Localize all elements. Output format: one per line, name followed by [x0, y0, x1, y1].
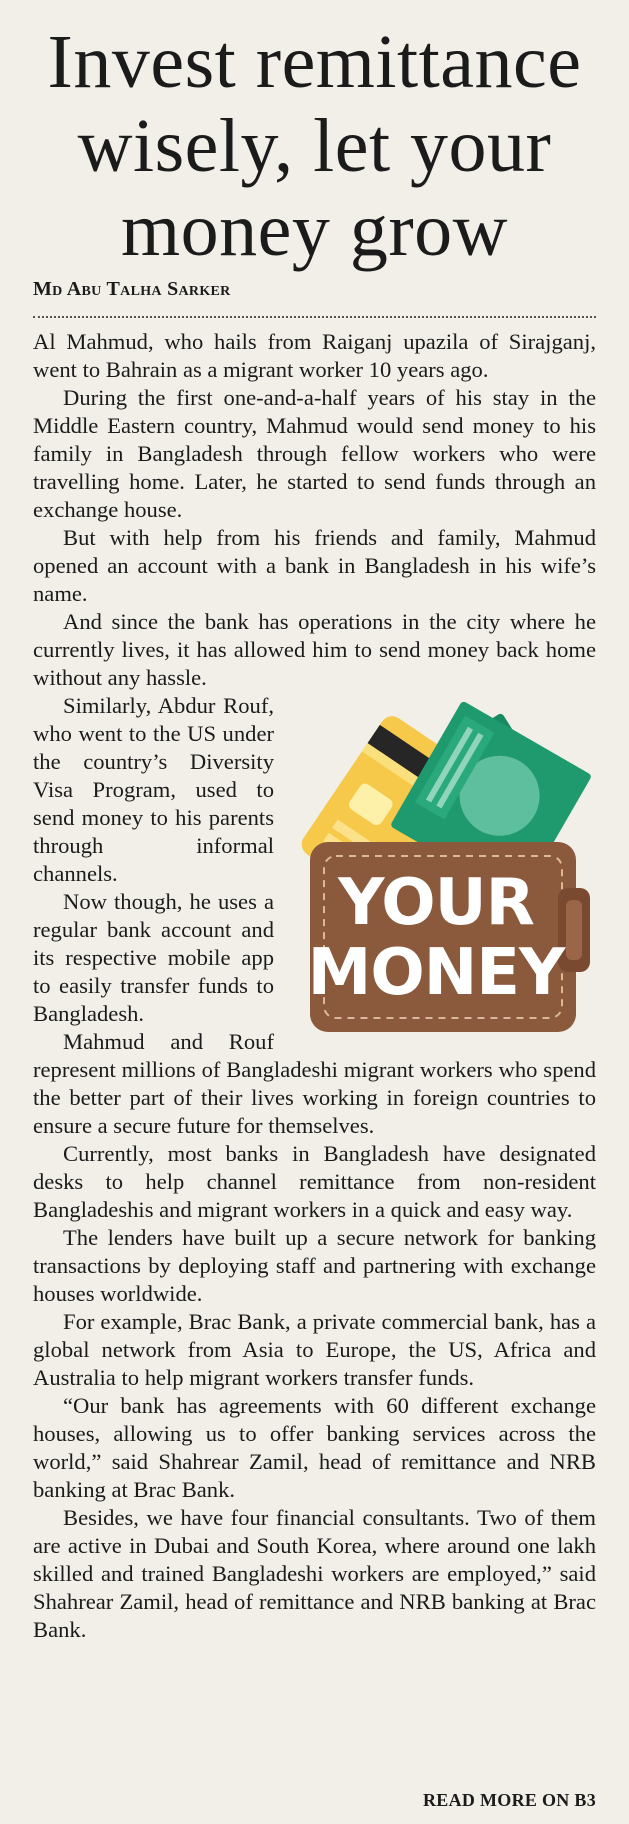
paragraph-2: During the first one-and-a-half years of his stay in the Middle Eastern country, Mahmud would send money to his family in Bangladesh through fellow workers who were travelling home. Later, he started to send funds through an exchange house.: [33, 385, 596, 522]
headline-line-2: wisely, let your: [77, 104, 552, 188]
byline: Md Abu Talha Sarker: [33, 278, 231, 300]
headline-line-3: money grow: [120, 188, 509, 272]
paragraph-7: Mahmud and Rouf represent millions of Bangladeshi migrant workers who spend the better part of their lives working in foreign countries to ensure a secure future for themselves.: [33, 1029, 596, 1138]
paragraph-9: The lenders have built up a secure network for banking transactions by deploying staff and partnering with exchange houses worldwide.: [33, 1225, 596, 1306]
paragraph-1: Al Mahmud, who hails from Raiganj upazila of Sirajganj, went to Bahrain as a migrant worker 10 years ago.: [33, 329, 596, 382]
paragraph-6: Now though, he uses a regular bank account and its respective mobile app to easily transfer funds to Bangladesh.: [33, 889, 274, 1026]
paragraph-11: “Our bank has agreements with 60 different exchange houses, allowing us to offer banking services across the world,” said Shahrear Zamil, head of remittance and NRB banking at Brac Bank.: [33, 1393, 596, 1502]
paragraph-8: Currently, most banks in Bangladesh have designated desks to help channel remittance from non-resident Bangladeshis and migrant workers in a quick and easy way.: [33, 1141, 596, 1222]
paragraph-5: Similarly, Abdur Rouf, who went to the US under the country’s Diversity Visa Program, used to send money to his parents through informal channels.: [33, 693, 274, 886]
paragraph-12: Besides, we have four financial consultants. Two of them are active in Dubai and South Korea, where around one lakh skilled and trained Bangladeshi workers are employed,” said Shahrear Zamil, head of remittance and NRB banking at Brac Bank.: [33, 1505, 596, 1642]
headline-line-1: Invest remittance: [47, 20, 582, 104]
byline-divider: [33, 316, 596, 318]
wallet-label-line-2: MONEY: [307, 936, 565, 1010]
wallet-illustration: [296, 692, 596, 1040]
wallet-label-line-1: YOUR: [338, 866, 534, 940]
paragraph-4: And since the bank has operations in the city where he currently lives, it has allowed him to send money back home without any hassle.: [33, 609, 596, 690]
article-body: [33, 328, 596, 1644]
paragraph-3: But with help from his friends and family, Mahmud opened an account with a bank in Bangladesh in his wife’s name.: [33, 525, 596, 606]
paragraph-10: For example, Brac Bank, a private commercial bank, has a global network from Asia to Europe, the US, Africa and Australia to help migrant workers transfer funds.: [33, 1309, 596, 1390]
headline: [0, 20, 629, 272]
read-more-link[interactable]: READ MORE ON B3: [422, 1790, 596, 1810]
